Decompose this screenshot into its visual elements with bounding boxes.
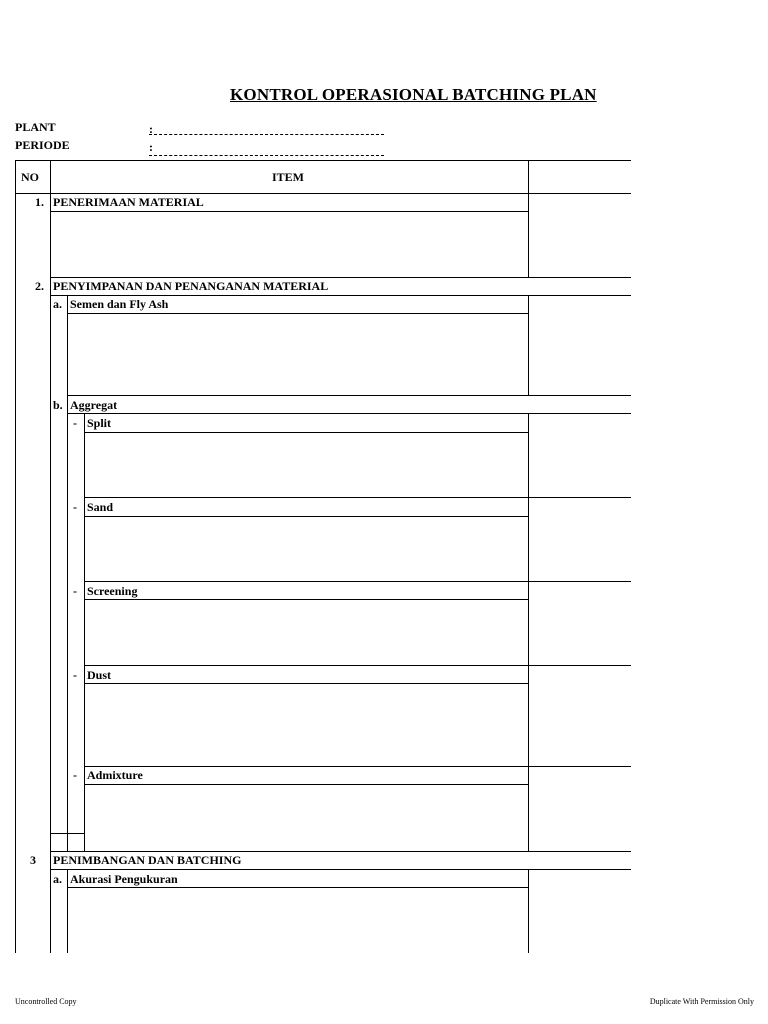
periode-label: PERIODE — [15, 138, 70, 152]
sand-label: Sand — [87, 500, 114, 514]
split-label: Split — [87, 416, 112, 430]
section-2a-title: Semen dan Fly Ash — [70, 297, 169, 311]
section-3a-letter: a. — [53, 872, 62, 886]
section-2a-letter: a. — [53, 297, 62, 311]
dust-label: Dust — [87, 668, 112, 682]
plant-label: PLANT — [15, 120, 56, 134]
admixture-dash: - — [73, 768, 77, 782]
sand-dash: - — [73, 500, 77, 514]
column-header-item: ITEM — [272, 170, 305, 184]
section-2b-letter: b. — [53, 398, 63, 412]
section-2b-title: Aggregat — [70, 398, 118, 412]
plant-colon: : — [149, 122, 153, 136]
document-title: KONTROL OPERASIONAL BATCHING PLAN — [230, 85, 597, 104]
section-2-title: PENYIMPANAN DAN PENANGANAN MATERIAL — [53, 279, 329, 293]
screening-label: Screening — [87, 584, 138, 598]
dust-dash: - — [73, 668, 77, 682]
column-header-no: NO — [21, 170, 39, 184]
periode-colon: : — [149, 140, 153, 154]
section-1-number: 1. — [35, 195, 44, 209]
section-3-number: 3 — [30, 853, 36, 867]
split-dash: - — [73, 416, 77, 430]
periode-field-line[interactable] — [149, 155, 384, 156]
footer-duplicate-permission: Duplicate With Permission Only — [649, 997, 754, 1006]
section-3a-title: Akurasi Pengukuran — [70, 872, 178, 886]
section-2-number: 2. — [35, 279, 44, 293]
footer-uncontrolled-copy: Uncontrolled Copy — [15, 997, 77, 1006]
section-3-title: PENIMBANGAN DAN BATCHING — [53, 853, 242, 867]
screening-dash: - — [73, 584, 77, 598]
section-1-title: PENERIMAAN MATERIAL — [53, 195, 204, 209]
admixture-label: Admixture — [87, 768, 143, 782]
plant-field-line[interactable] — [149, 134, 384, 135]
